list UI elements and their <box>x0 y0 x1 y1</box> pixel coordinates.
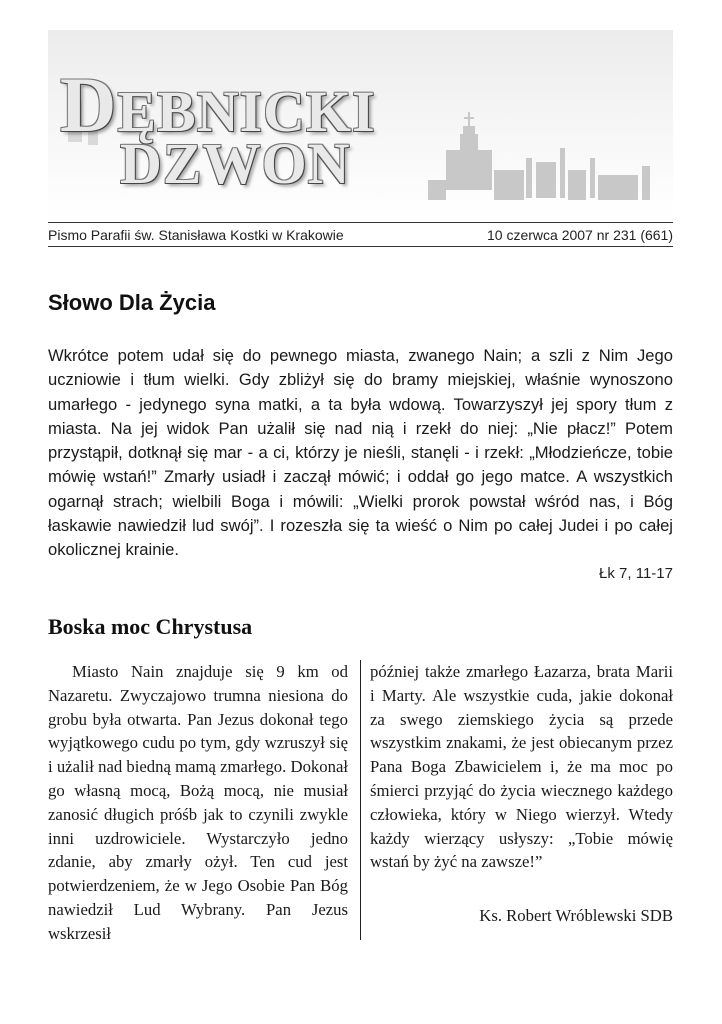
section-heading-slowo: Słowo Dla Życia <box>48 290 216 315</box>
author-signature: Ks. Robert Wróblewski SDB <box>479 906 673 925</box>
column-divider <box>360 660 361 940</box>
scripture-reference: Łk 7, 11-17 <box>599 565 673 582</box>
publication-info <box>48 227 673 243</box>
article-column-right: później także zmarłego Łazarza, brata Marii i Marty. Ale wszystkie cuda, jakie dokonał za swego ziemskiego życia są przede wszystkim znakami, że jest obiecanym przez Pana Boga Zbawicielem i, że ma moc po śmierci przyjąć do życia wiecznego każdego człowieka, który w Niego wierzył. Wtedy każdy wierzący usłyszy: „Tobie mówię wstań by żyć na zawsze!” <box>370 662 673 872</box>
issue-info: 10 czerwca 2007 nr 231 (661) <box>487 227 673 243</box>
top-rule <box>48 222 673 223</box>
article-column-left: Miasto Nain znajduje się 9 km od Nazaretu. Zwyczajowo trumna niesiona do grobu była otwarta. Pan Jezus dokonał tego wyjątkowego cudu po tym, gdy wzruszył się i użalił nad biedną mamą zmarłego. Dokonał go własną mocą, Bożą mocą, nie musiał zanosić długich próśb jak to czynili zwykle inni uzdrowiciele. Wystarczyło jedno zdanie, aby zmarły ożył. Ten cud jest potwierdzeniem, że w Jego Osobie Pan Bóg nawiedził Lud Wybrany. Pan Jezus wskrzesił <box>48 662 348 943</box>
masthead-title-rest: ĘBNICKI <box>117 79 376 144</box>
masthead-title-initial: D <box>60 61 118 148</box>
bottom-rule <box>48 246 673 247</box>
publisher-name: Pismo Parafii św. Stanisława Kostki w Krakowie <box>48 227 344 243</box>
gospel-passage: Wkrótce potem udał się do pewnego miasta, zwanego Nain; a szli z Nim Jego uczniowie i tłum wielki. Gdy zbliżył się do bramy miejskiej, właśnie wynoszono umarłego - jedynego syna matki, a ta była wdową. Towarzyszył jej spory tłum z miasta. Na jej widok Pan użalił się nad nią i rzekł do niej: „Nie płacz!” Potem przystąpił, dotknął się mar - a ci, którzy je nieśli, stanęli - i rzekł: „Młodzieńcze, tobie mówię wstań!” Zmarły usiadł i zaczął mówić; i oddał go jego matce. A wszystkich ogarnął strach; wielbili Boga i mówili: „Wielki prorok powstał wśród nas, i Bóg łaskawie nawiedził lud swój”. I rozeszła się ta wieść o Nim po całej Judei i po całej okolicznej krainie. <box>48 346 673 560</box>
masthead-title-line-2: DZWON <box>120 131 351 196</box>
masthead <box>48 30 673 220</box>
section-heading-boska-moc: Boska moc Chrystusa <box>48 614 253 639</box>
